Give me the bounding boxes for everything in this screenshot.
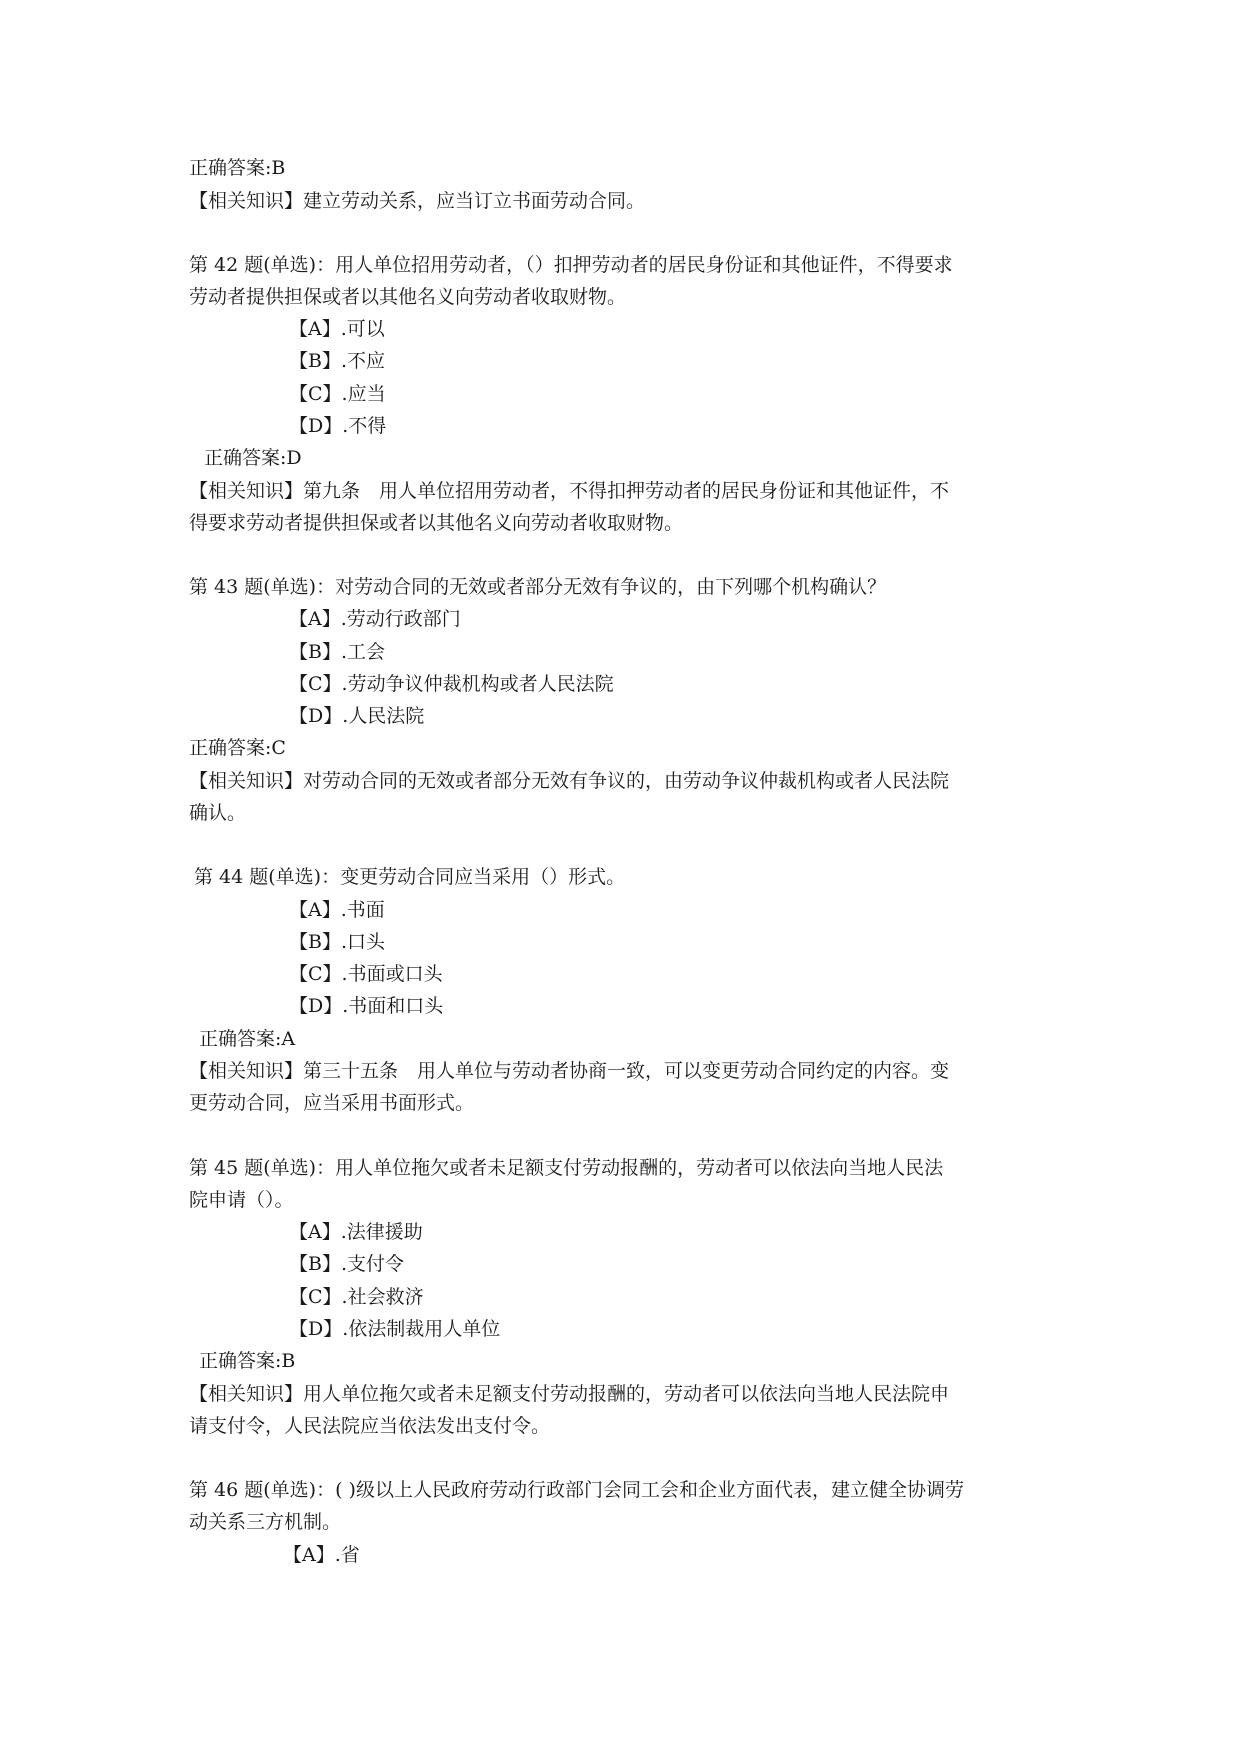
option-45-d: 【D】.依法制裁用人单位 <box>289 1318 501 1340</box>
question-45-cont: 院申请（）。 <box>189 1189 294 1211</box>
knowledge-44-cont: 更劳动合同，应当采用书面形式。 <box>189 1092 475 1114</box>
option-43-d: 【D】.人民法院 <box>289 705 425 727</box>
knowledge-45: 【相关知识】用人单位拖欠或者未足额支付劳动报酬的，劳动者可以依法向当地人民法院申 <box>189 1383 950 1405</box>
option-46-a: 【A】.省 <box>283 1544 360 1566</box>
option-43-a: 【A】.劳动行政部门 <box>289 608 461 630</box>
option-45-c: 【C】.社会救济 <box>289 1286 424 1308</box>
question-46-cont: 动关系三方机制。 <box>189 1511 342 1533</box>
option-44-b: 【B】.口头 <box>289 931 386 953</box>
option-42-c: 【C】.应当 <box>289 383 386 405</box>
knowledge-42-cont: 得要求劳动者提供担保或者以其他名义向劳动者收取财物。 <box>189 512 684 534</box>
knowledge-44: 【相关知识】第三十五条 用人单位与劳动者协商一致，可以变更劳动合同约定的内容。变 <box>189 1060 950 1082</box>
option-42-b: 【B】.不应 <box>289 350 386 372</box>
option-43-b: 【B】.工会 <box>289 641 386 663</box>
answer-43: 正确答案:C <box>189 737 286 759</box>
option-43-c: 【C】.劳动争议仲裁机构或者人民法院 <box>289 673 614 695</box>
answer-45: 正确答案:B <box>199 1350 296 1372</box>
knowledge-45-cont: 请支付令，人民法院应当依法发出支付令。 <box>189 1415 551 1437</box>
knowledge-41: 【相关知识】建立劳动关系，应当订立书面劳动合同。 <box>189 190 646 212</box>
question-42-cont: 劳动者提供担保或者以其他名义向劳动者收取财物。 <box>189 286 627 308</box>
option-44-d: 【D】.书面和口头 <box>289 995 444 1017</box>
option-44-c: 【C】.书面或口头 <box>289 963 443 985</box>
knowledge-43: 【相关知识】对劳动合同的无效或者部分无效有争议的，由劳动争议仲裁机构或者人民法院 <box>189 770 950 792</box>
question-45: 第 45 题(单选)：用人单位拖欠或者未足额支付劳动报酬的，劳动者可以依法向当地人民法 <box>189 1157 944 1179</box>
question-42: 第 42 题(单选)：用人单位招用劳动者，（）扣押劳动者的居民身份证和其他证件，不得要求 <box>189 254 953 276</box>
knowledge-43-cont: 确认。 <box>189 802 247 824</box>
option-42-d: 【D】.不得 <box>289 415 387 437</box>
answer-41: 正确答案:B <box>189 157 286 179</box>
question-44: 第 44 题(单选)：变更劳动合同应当采用（）形式。 <box>194 866 626 888</box>
question-43: 第 43 题(单选)：对劳动合同的无效或者部分无效有争议的，由下列哪个机构确认？ <box>189 576 887 598</box>
answer-42: 正确答案:D <box>204 447 302 469</box>
option-44-a: 【A】.书面 <box>289 899 385 921</box>
knowledge-42: 【相关知识】第九条 用人单位招用劳动者，不得扣押劳动者的居民身份证和其他证件，不 <box>189 480 950 502</box>
option-45-b: 【B】.支付令 <box>289 1253 405 1275</box>
answer-44: 正确答案:A <box>199 1028 296 1050</box>
option-45-a: 【A】.法律援助 <box>289 1221 423 1243</box>
option-42-a: 【A】.可以 <box>289 318 385 340</box>
question-46: 第 46 题(单选)：( )级以上人民政府劳动行政部门会同工会和企业方面代表，建立健全协调劳 <box>189 1479 964 1501</box>
